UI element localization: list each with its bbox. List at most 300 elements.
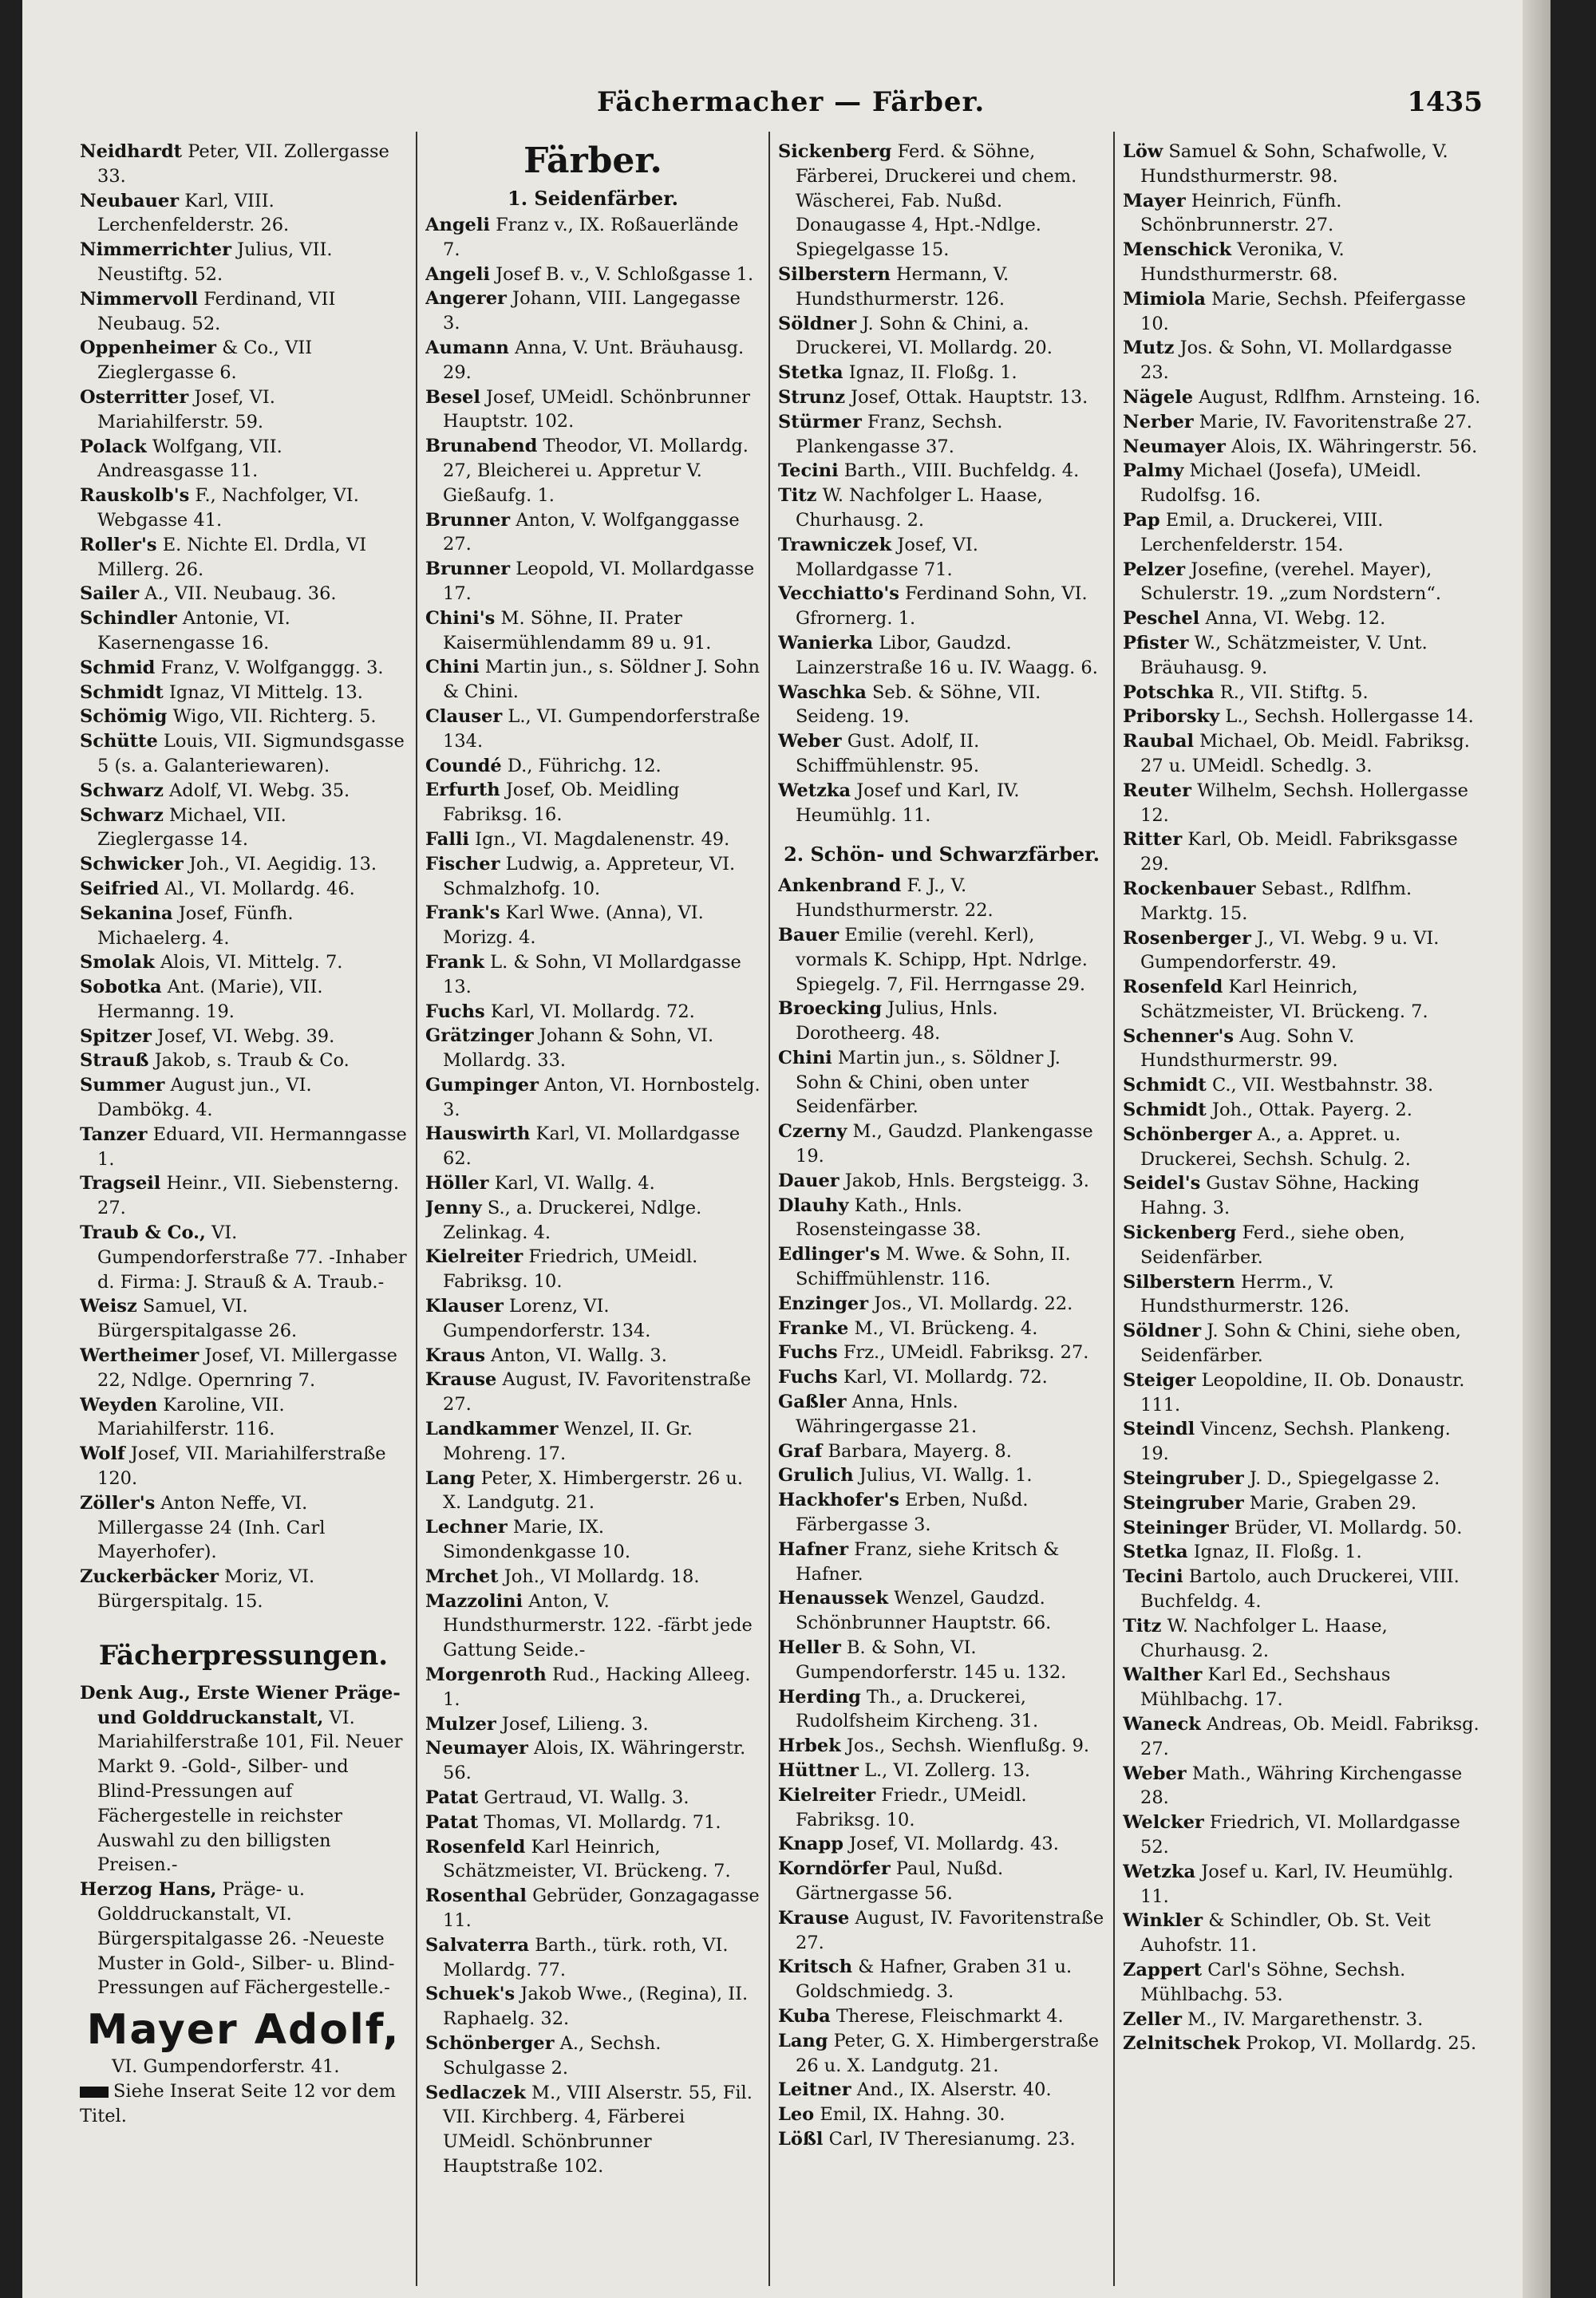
directory-entry [1123, 1319, 1482, 1368]
entry-name: Sobotka [80, 977, 162, 998]
entry-text: Ferdinand, VII Neubaug. 52. [97, 288, 336, 334]
entry-name: Neidhardt [80, 141, 183, 162]
entry-text: Ant. (Marie), VII. Hermanng. 19. [97, 977, 323, 1022]
entry-name: Wetzka [778, 780, 851, 801]
directory-entry [80, 533, 407, 582]
directory-entry [778, 1046, 1105, 1119]
entry-name: Neumayer [425, 1738, 528, 1759]
directory-entry [425, 705, 760, 754]
entry-text: Ludwig, a. Appreteur, VI. Schmalzhofg. 10. [443, 853, 736, 899]
entry-name: Herzog Hans, [80, 1879, 217, 1901]
directory-entry [80, 484, 407, 533]
entry-name: Krause [425, 1369, 497, 1391]
entry-name: Kraus [425, 1344, 486, 1366]
entry-text: Julius, VII. Neustiftg. 52. [97, 239, 333, 285]
entry-name: Leitner [778, 2079, 851, 2101]
entry-text: VI. Mariahilferstraße 101, Fil. Neuer Markt 9. -Gold-, Silber- und Blind-Pressungen auf Fächergestelle in reichster Auswahl zu den billigsten Preisen.- [97, 1707, 403, 1876]
entry-text: Emilie (verehl. Kerl), vormals K. Schipp, Hpt. Ndrlge. Spiegelg. 7, Fil. Herrngasse 29. [796, 924, 1088, 995]
directory-entry [80, 779, 407, 804]
entry-name: Angerer [425, 288, 507, 310]
entry-name: Patat [425, 1811, 479, 1833]
directory-entry [80, 582, 407, 606]
entry-text: Wolfgang, VII. Andreasgasse 11. [97, 436, 282, 482]
entry-name: Tanzer [80, 1123, 148, 1145]
entry-name: Ankenbrand [778, 875, 902, 897]
entry-text: F. J., V. Hundsthurmerstr. 22. [796, 875, 994, 922]
entry-text: VI. Gumpendorferstraße 77. -Inhaber d. Firma: J. Strauß & A. Traub.- [97, 1222, 407, 1293]
directory-entry [1123, 1909, 1482, 1958]
entry-name: Stetka [778, 362, 843, 384]
directory-entry [1123, 2008, 1482, 2032]
directory-entry [1123, 1417, 1482, 1467]
directory-entry [425, 1294, 760, 1344]
entry-text: Paul, Nußd. Gärtnergasse 56. [796, 1858, 1004, 1904]
directory-entry [1123, 1467, 1482, 1491]
entry-name: Walther [1123, 1664, 1203, 1686]
entry-name: Stürmer [778, 411, 862, 432]
directory-entry [1123, 1073, 1482, 1098]
entry-name: Vecchiatto's [778, 583, 899, 605]
directory-entry [1123, 975, 1482, 1025]
entry-text: Herrm., V. Hundsthurmerstr. 126. [1140, 1271, 1350, 1317]
entry-text: Wigo, VII. Richterg. 5. [172, 706, 377, 728]
directory-entry [778, 1194, 1105, 1243]
directory-entry [778, 1119, 1105, 1169]
entry-text: M. Söhne, II. Prater Kaisermühlendamm 89 u. 91. [443, 607, 712, 653]
entry-name: Sickenberg [778, 141, 892, 162]
entry-name: Angeli [425, 215, 490, 235]
entry-name: Schwicker [80, 854, 184, 875]
column-rule [416, 132, 417, 2286]
entry-name: Söldner [1123, 1321, 1202, 1342]
entry-name: Knapp [778, 1834, 843, 1855]
directory-entry [425, 1344, 760, 1368]
entry-text: Libor, Gaudzd. Lainzerstraße 16 u. IV. Waagg. 6. [796, 632, 1098, 678]
entry-name: Sedlaczek [425, 2082, 526, 2103]
entry-text: Anna, VI. Webg. 12. [1205, 608, 1386, 630]
entry-text: Marie, Sechsh. Pfeifergasse 10. [1140, 288, 1466, 334]
entry-name: Silberstern [1123, 1271, 1235, 1293]
entry-name: Nimmervoll [80, 288, 199, 310]
advertisement-note [80, 2079, 407, 2129]
entry-text: Alois, IX. Währingerstr. 56. [1231, 436, 1478, 457]
entry-name: Franke [778, 1317, 849, 1339]
entry-name: Roller's [80, 534, 157, 555]
directory-entry [1123, 459, 1482, 508]
directory-entry [778, 2103, 1105, 2127]
directory-entry [80, 1048, 407, 1073]
entry-text: & Schindler, Ob. St. Veit Auhofstr. 11. [1140, 1910, 1431, 1956]
entry-text: Ferd. & Söhne, Färberei, Druckerei und chem. Wäscherei, Fab. Nußd. Donaugasse 4, Hpt.-Ndlge. Spiegelgasse 15. [796, 141, 1077, 261]
entry-text: Hermann, V. Hundsthurmerstr. 126. [796, 263, 1009, 310]
directory-entry [778, 1857, 1105, 1906]
entry-text: Jos., Sechsh. Wienflußg. 9. [846, 1735, 1090, 1757]
entry-text: Johann & Sohn, VI. Mollardg. 33. [443, 1025, 714, 1072]
page-header [86, 86, 1483, 126]
entry-name: Priborsky [1123, 706, 1220, 728]
directory-entry [1123, 705, 1482, 729]
entry-name: Mulzer [425, 1713, 496, 1735]
entry-text: Wenzel, Gaudzd. Schönbrunner Hauptstr. 66. [796, 1588, 1052, 1634]
entry-text: Michael (Josefa), UMeidl. Rudolfsg. 16. [1140, 460, 1422, 507]
entry-text: Michael, VII. Zieglergasse 14. [97, 804, 286, 851]
advertisement-entry [80, 1681, 407, 1877]
entry-name: Erfurth [425, 780, 500, 801]
entry-text: Peter, VII. Zollergasse 33. [97, 141, 389, 187]
entry-name: Zappert [1123, 1959, 1203, 1980]
advertisement-entry [80, 1877, 407, 2000]
directory-entry [1123, 140, 1482, 189]
directory-entry [1123, 435, 1482, 460]
entry-name: Tragseil [80, 1173, 161, 1194]
directory-entry [1123, 2031, 1482, 2056]
entry-name: Raubal [1123, 731, 1195, 752]
entry-name: Morgenroth [425, 1664, 547, 1686]
directory-entry [425, 852, 760, 902]
entry-name: Steininger [1123, 1517, 1229, 1538]
entry-name: Hackhofer's [778, 1490, 899, 1511]
column-4 [1123, 140, 1482, 2270]
entry-name: Aumann [425, 337, 509, 358]
entry-text: Math., Währing Kirchengasse 28. [1140, 1763, 1463, 1809]
directory-entry [778, 874, 1105, 923]
entry-name: Kuba [778, 2005, 831, 2027]
entry-name: Titz [778, 485, 817, 507]
directory-entry [80, 140, 407, 189]
directory-entry [1123, 1123, 1482, 1172]
entry-text: Leopold, VI. Mollardgasse 17. [443, 559, 755, 604]
entry-text: Anton, VI. Hornbostelg. 3. [443, 1074, 760, 1120]
column-2 [425, 140, 760, 2270]
entry-text: Th., a. Druckerei, Rudolfsheim Kircheng. 31. [796, 1686, 1039, 1732]
directory-entry [80, 435, 407, 484]
directory-entry [778, 1685, 1105, 1735]
directory-entry [80, 385, 407, 435]
entry-text: Peter, X. Himbergerstr. 26 u. X. Landgutg. 21. [443, 1467, 744, 1514]
entry-text: W. Nachfolger L. Haase, Churhausg. 2. [1140, 1615, 1388, 1661]
directory-entry [425, 1810, 760, 1835]
directory-entry [425, 1467, 760, 1516]
directory-entry [80, 1294, 407, 1344]
entry-name: Steiger [1123, 1369, 1196, 1391]
entry-text: Franz, siehe Kritsch & Hafner. [796, 1538, 1060, 1585]
entry-text: Karl, Ob. Meidl. Fabriksgasse 29. [1140, 829, 1458, 875]
entry-name: Angeli [425, 263, 490, 285]
directory-entry [778, 1636, 1105, 1685]
entry-name: Sekanina [80, 902, 173, 924]
entry-name: Schuek's [425, 1984, 516, 2005]
directory-entry [425, 778, 760, 827]
entry-text: Frz., UMeidl. Fabriksg. 27. [843, 1342, 1089, 1364]
directory-entry [80, 1565, 407, 1614]
directory-entry [425, 434, 760, 507]
entry-name: Wolf [80, 1443, 125, 1465]
entry-name: Welcker [1123, 1812, 1204, 1834]
directory-entry [778, 533, 1105, 582]
entry-name: Frank's [425, 902, 500, 924]
entry-text: Josef, VI. Mollardgasse 71. [796, 534, 978, 580]
entry-name: Chini's [425, 607, 496, 629]
entry-name: Wertheimer [80, 1345, 200, 1367]
directory-entry [1123, 1171, 1482, 1221]
directory-entry [778, 263, 1105, 312]
entry-name: Söldner [778, 313, 857, 334]
entry-name: Lang [425, 1467, 476, 1489]
entry-text: Veronika, V. Hundsthurmerstr. 68. [1140, 239, 1345, 285]
entry-name: Mazzolini [425, 1590, 523, 1612]
entry-text: Ignaz, II. Floßg. 1. [848, 362, 1017, 384]
entry-name: Silberstern [778, 263, 891, 285]
directory-entry [778, 779, 1105, 828]
entry-name: Pfister [1123, 632, 1189, 653]
entry-name: Nägele [1123, 386, 1194, 408]
entry-name: Waneck [1123, 1714, 1201, 1735]
entry-text: Wilhelm, Sechsh. Hollergasse 12. [1140, 780, 1468, 826]
directory-entry [778, 1439, 1105, 1464]
entry-name: Trawniczek [778, 534, 892, 555]
entry-name: Oppenheimer [80, 338, 216, 359]
directory-entry [778, 1759, 1105, 1783]
column-rule [1113, 132, 1115, 2286]
entry-text: Josef, Lilieng. 3. [501, 1713, 649, 1735]
directory-entry [1123, 410, 1482, 435]
directory-entry [778, 582, 1105, 631]
directory-entry [425, 1122, 760, 1171]
directory-entry [778, 1169, 1105, 1194]
directory-entry [778, 2078, 1105, 2103]
entry-text: Josef B. v., V. Schloßgasse 1. [496, 263, 754, 285]
directory-entry [778, 1906, 1105, 1956]
directory-entry [425, 286, 760, 336]
directory-entry [778, 140, 1105, 263]
entry-text: Julius, VI. Wallg. 1. [859, 1465, 1033, 1487]
entry-text: R., VII. Stiftg. 5. [1219, 681, 1369, 703]
entry-text: Karl, VI. Mollardg. 72. [490, 1001, 695, 1022]
entry-name: Wanierka [778, 632, 874, 653]
entry-text: Friedr., UMeidl. Fabriksg. 10. [796, 1784, 1027, 1830]
entry-name: Steindl [1123, 1419, 1195, 1440]
entry-name: Hafner [778, 1538, 849, 1560]
directory-entry [80, 804, 407, 853]
directory-entry [1123, 1098, 1482, 1123]
entry-name: Rosenfeld [1123, 977, 1223, 998]
entry-text: Alois, IX. Währingerstr. 56. [443, 1738, 746, 1784]
directory-entry [80, 729, 407, 779]
directory-entry [778, 1317, 1105, 1341]
entry-text: Ignaz, VI Mittelg. 13. [168, 681, 363, 703]
entry-name: Landkammer [425, 1419, 559, 1440]
entry-name: Osterritter [80, 386, 189, 408]
entry-text: J. Sohn & Chini, a. Druckerei, VI. Mollardg. 20. [796, 313, 1053, 359]
entry-text: W., Schätzmeister, V. Unt. Bräuhausg. 9. [1140, 632, 1428, 678]
entry-name: Denk Aug., Erste Wiener Präge- und Golddruckanstalt, [80, 1682, 401, 1728]
directory-entry [1123, 681, 1482, 705]
entry-text: Vincenz, Sechsh. Plankeng. 19. [1140, 1419, 1451, 1465]
directory-entry [425, 2081, 760, 2179]
directory-entry [778, 2029, 1105, 2079]
directory-entry [425, 263, 760, 287]
entry-text: Marie, IV. Favoritenstraße 27. [1199, 411, 1472, 432]
directory-entry [1123, 336, 1482, 385]
entry-name: Heller [778, 1637, 841, 1659]
entry-name: Tecini [778, 460, 839, 482]
directory-entry [778, 997, 1105, 1046]
directory-entry [1123, 1565, 1482, 1614]
entry-text: Adolf, VI. Webg. 35. [169, 780, 350, 801]
entry-name: Weber [778, 731, 842, 752]
directory-entry [80, 238, 407, 287]
entry-text: Heinrich, Fünfh. Schönbrunnerstr. 27. [1140, 190, 1342, 236]
entry-text: M., VI. Brückeng. 4. [854, 1317, 1038, 1339]
entry-text: Martin jun., s. Söldner J. Sohn & Chini. [443, 657, 760, 703]
entry-name: Besel [425, 386, 480, 408]
entry-text: Wenzel, II. Gr. Mohreng. 17. [443, 1419, 693, 1464]
directory-entry [425, 827, 760, 852]
entry-text: Präge- u. Golddruckanstalt, VI. Bürgerspitalgasse 26. -Neueste Muster in Gold-, Silber- u. Blind-Pressungen auf Fächergestelle.- [97, 1879, 395, 1999]
entry-name: Reuter [1123, 780, 1191, 801]
directory-entry [778, 1390, 1105, 1439]
entry-name: Pap [1123, 509, 1160, 531]
entry-name: Höller [425, 1173, 489, 1194]
entry-text: Karl, VI. Mollardg. 72. [843, 1367, 1048, 1388]
entry-name: Summer [80, 1075, 165, 1096]
entry-text: M. Wwe. & Sohn, II. Schiffmühlenstr. 116. [796, 1244, 1071, 1290]
entry-name: Potschka [1123, 681, 1215, 703]
entry-name: Schmidt [80, 681, 164, 703]
entry-text: Prokop, VI. Mollardg. 25. [1246, 2033, 1477, 2055]
entry-list [1123, 140, 1482, 2056]
entry-text: J. Sohn & Chini, siehe oben, Seidenfärber. [1140, 1321, 1461, 1367]
entry-name: Dauer [778, 1170, 839, 1191]
directory-entry [1123, 1762, 1482, 1811]
directory-entry [425, 1073, 760, 1123]
entry-text: Seb. & Söhne, VII. Seideng. 19. [796, 681, 1041, 728]
entry-name: Zöller's [80, 1492, 156, 1514]
entry-name: Czerny [778, 1121, 847, 1143]
directory-entry [778, 1292, 1105, 1317]
entry-text: Martin jun., s. Söldner J. Sohn & Chini, oben unter Seidenfärber. [796, 1047, 1061, 1118]
directory-entry [425, 655, 760, 705]
entry-name: Patat [425, 1787, 479, 1808]
entry-text: Aug. Sohn V. Hundsthurmerstr. 99. [1140, 1025, 1355, 1072]
entry-text: Carl, IV Theresianumg. 23. [828, 2128, 1076, 2150]
entry-text: D., Führichg. 12. [507, 755, 662, 776]
entry-name: Zeller [1123, 2008, 1183, 2030]
running-title: Fächermacher — Färber. [597, 86, 986, 118]
entry-text: Josef, UMeidl. Schönbrunner Hauptstr. 102. [443, 386, 750, 432]
directory-entry [1123, 1958, 1482, 2008]
entry-text: Josef, Ob. Meidling Fabriksg. 16. [443, 780, 680, 826]
entry-text: Josef, VI. Millergasse 22, Ndlge. Opernring 7. [97, 1345, 397, 1391]
entry-text: Gebrüder, Gonzagagasse 11. [443, 1885, 760, 1931]
directory-entry [1123, 385, 1482, 410]
entry-name: Nerber [1123, 411, 1194, 432]
directory-entry [425, 336, 760, 385]
directory-entry [425, 1245, 760, 1294]
entry-text: A., Sechsh. Schulgasse 2. [443, 2032, 662, 2079]
entry-name: Schwarz [80, 780, 164, 801]
entry-text: Josef u. Karl, IV. Heumühlg. 11. [1140, 1861, 1454, 1907]
directory-entry [778, 681, 1105, 730]
entry-text: Joh., Ottak. Payerg. 2. [1211, 1100, 1412, 1121]
directory-entry [425, 1515, 760, 1565]
entry-name: Rosenfeld [425, 1836, 526, 1858]
entry-name: Schönberger [425, 2032, 555, 2054]
entry-name: Graf [778, 1440, 823, 1462]
entry-name: Polack [80, 436, 147, 457]
directory-entry [1123, 1540, 1482, 1565]
entry-text: Al., VI. Mollardg. 46. [164, 878, 355, 899]
directory-entry [80, 287, 407, 337]
entry-text: August, Rdlfhm. Arnsteing. 16. [1199, 386, 1481, 408]
entry-text: Erben, Nußd. Färbergasse 3. [796, 1490, 1029, 1536]
entry-name: Schömig [80, 706, 168, 728]
directory-entry [778, 410, 1105, 460]
entry-name: Salvaterra [425, 1934, 530, 1956]
entry-text: Eduard, VII. Hermanngasse 1. [97, 1123, 407, 1170]
directory-entry [778, 1734, 1105, 1759]
entry-text: L., Sechsh. Hollergasse 14. [1225, 706, 1474, 728]
directory-entry [80, 950, 407, 975]
note-text: Siehe Inserat Seite 12 vor dem Titel. [80, 2080, 396, 2126]
entry-name: Steingruber [1123, 1468, 1244, 1490]
entry-name: Fuchs [778, 1367, 838, 1388]
column-3 [778, 140, 1105, 2270]
entry-text: Karl Heinrich, Schätzmeister, VI. Brückeng. 7. [1140, 977, 1428, 1022]
entry-text: & Co., VII Zieglergasse 6. [97, 338, 313, 384]
entry-name: Edlinger's [778, 1244, 880, 1265]
entry-name: Schmidt [1123, 1100, 1207, 1121]
directory-entry [778, 1538, 1105, 1587]
column-rule [768, 132, 770, 2286]
entry-text: J., VI. Webg. 9 u. VI. Gumpendorferstr. 49. [1140, 927, 1440, 973]
directory-entry [80, 1171, 407, 1221]
entry-text: Friedrich, UMeidl. Fabriksg. 10. [443, 1246, 698, 1293]
directory-entry [1123, 1025, 1482, 1074]
entry-list [778, 874, 1105, 2151]
directory-entry [80, 852, 407, 877]
entry-text: Josef, Ottak. Hauptstr. 13. [851, 386, 1088, 408]
entry-text: M., Gaudzd. Plankengasse 19. [796, 1121, 1093, 1167]
entry-name: Rauskolb's [80, 485, 190, 507]
entry-text: F., Nachfolger, VI. Webgasse 41. [97, 485, 359, 531]
entry-name: Waschka [778, 681, 867, 703]
entry-name: Palmy [1123, 460, 1184, 482]
entry-text: Ignaz, II. Floßg. 1. [1193, 1542, 1362, 1563]
entry-name: Rosenthal [425, 1885, 527, 1907]
entry-text: J. D., Spiegelgasse 2. [1249, 1468, 1440, 1490]
directory-entry [425, 385, 760, 435]
directory-entry [778, 631, 1105, 681]
entry-text: And., IX. Alserstr. 40. [856, 2079, 1052, 2101]
entry-text: Anton Neffe, VI. Millergasse 24 (Inh. Carl Mayerhofer). [97, 1492, 326, 1563]
subsection-title-seidenfaerber: 1. Seidenfärber. [508, 187, 678, 210]
entry-name: Grätzinger [425, 1025, 534, 1047]
entry-name: Clauser [425, 705, 503, 727]
entry-name: Weyden [80, 1394, 158, 1416]
entry-text: Julius, Hnls. Dorotheerg. 48. [796, 998, 998, 1044]
directory-entry [778, 729, 1105, 779]
section-title-faecherpressungen: Fächerpressungen. [98, 1639, 389, 1672]
directory-entry [425, 1712, 760, 1737]
directory-entry [778, 923, 1105, 997]
entry-text: Joh., VI Mollardg. 18. [504, 1566, 700, 1587]
entry-text: M., VIII Alserstr. 55, Fil. VII. Kirchberg. 4, Färberei UMeidl. Schönbrunner Hauptstraße 102. [443, 2082, 753, 2177]
directory-entry [1123, 508, 1482, 558]
entry-name: Mutz [1123, 338, 1175, 359]
entry-name: Fischer [425, 853, 500, 875]
entry-name: Coundé [425, 755, 502, 776]
